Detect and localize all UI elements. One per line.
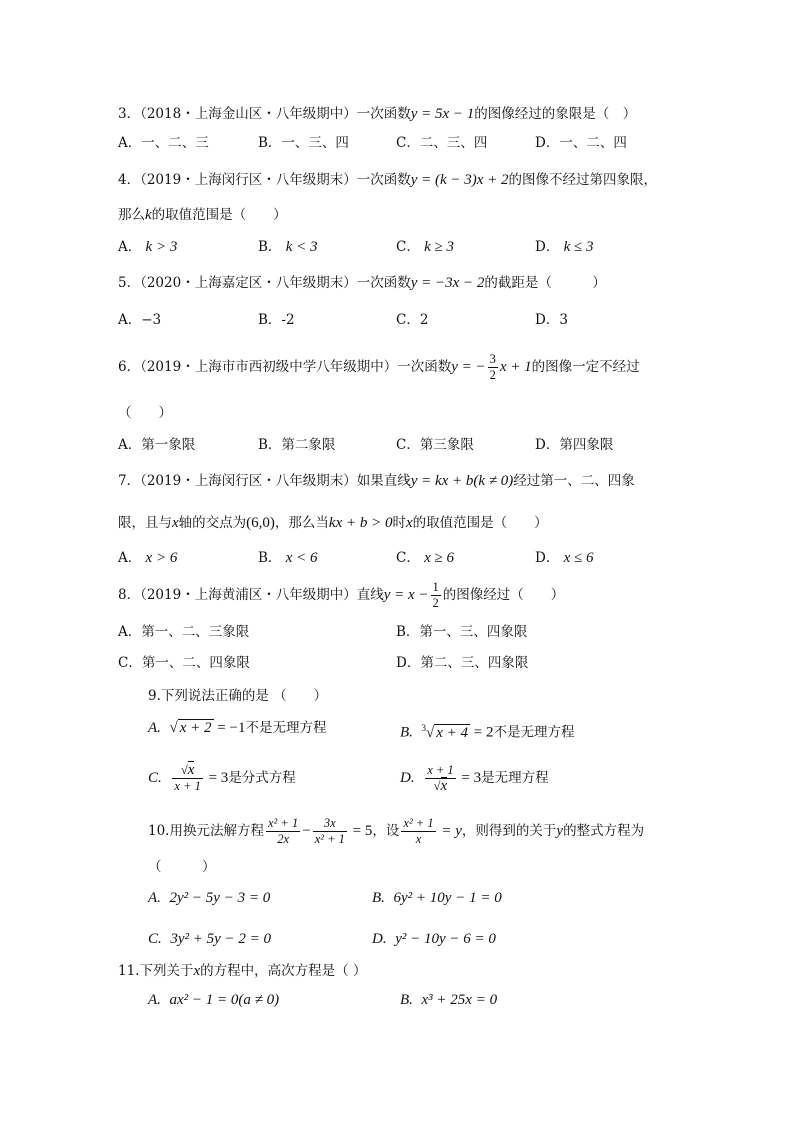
q7-point: (6,0) [246,515,275,531]
q10-f2-den: x² + 1 [314,832,345,846]
q11-opt-a-letter: A. [148,992,161,1008]
q7-var-x2: x [405,515,413,531]
q10-fraction-2 [313,816,347,847]
q3-option-b: B．一、三、四 [258,135,349,151]
q7-opt-a-letter: A． [118,550,142,566]
q7-opt-b-expr: x < 6 [285,550,318,566]
question-6-line2: （ ） [118,405,172,421]
question-8-stem [118,575,564,615]
q4-option-d [535,237,594,257]
q8-option-d: D．第二、三、四象限 [396,655,529,671]
q7-opt-b-letter: B． [258,550,282,566]
q4-text: 4．（2019・上海闵行区・八年级期末）一次函数 [118,172,411,188]
q10-f2-num: 3x [313,816,347,832]
q7-option-a [118,548,177,568]
q10-fraction-1 [266,816,300,847]
q7-text-post: 经过第一、二、四象 [513,473,635,489]
q9-opt-c-letter: C. [148,770,162,786]
q9-b-index: 3 [421,723,427,733]
q3-option-a: A．一、二、三 [118,135,209,151]
q5-option-d: D．3 [535,312,568,328]
q9-d-text: 是无理方程 [481,770,549,786]
q8-option-a: A．第一、二、三象限 [118,624,250,640]
q7-line2-mid3: 时 [392,515,406,531]
q7-line2-mid2: ，那么当 [274,515,329,531]
q3-option-c: C．二、三、四 [396,135,488,151]
q9-b-rest: = 2 [470,724,494,741]
q10-opt-d-letter: D. [372,931,387,947]
question-5-stem [118,273,606,293]
q6-frac-num: 3 [489,352,496,366]
q10-option-b [372,888,502,908]
q9-option-d [400,758,549,798]
q5-option-b: B．-2 [258,312,295,328]
q9-d-rest: = 3 [457,770,482,786]
q10-f3-den: x [415,832,422,846]
q4-text-post: 的图像不经过第四象限， [508,172,658,188]
q9-opt-d-letter: D. [400,770,415,786]
q9-d-num: x + 1 [427,763,454,777]
q11-opt-a-expr: ax² − 1 = 0(a ≠ 0) [169,992,280,1008]
q6-option-d: D．第四象限 [535,437,614,453]
q9-b-radicand: x + 4 [436,724,469,741]
q7-var-x: x [172,515,179,531]
q9-d-den-rad: x [440,778,448,794]
q11-opt-b-expr: x³ + 25x = 0 [421,992,498,1008]
q11-text: 11.下列关于 [118,963,194,979]
q6-fraction [488,352,498,383]
q9-b-sqrt: √ x + 4 [426,724,469,741]
q7-opt-d-letter: D． [535,550,560,566]
q8-text: 8．（2019・上海黄浦区・八年级期中）直线 [118,587,384,603]
q3-option-d: D．一、二、四 [535,135,627,151]
q4-line2-post: 的取值范围是（ ） [151,207,287,223]
q5-expression: y = −3x − 2 [410,275,485,291]
q5-text: 5．（2020・上海嘉定区・八年级期末）一次函数 [118,275,411,291]
q4-expression: y = (k − 3)x + 2 [410,172,509,188]
q7-inequality: kx + b > 0 [328,515,393,531]
q7-opt-c-expr: x ≥ 6 [424,550,455,566]
q11-var-x: x [193,963,201,979]
q10-f1-num: x² + 1 [267,816,299,830]
q10-text: 10.用换元法解方程 [148,823,264,839]
q4-var-k: k [145,207,152,223]
q10-opt-c-letter: C. [148,931,162,947]
question-4-line2 [118,205,287,225]
q8-fraction [431,580,441,611]
q8-frac-den: 2 [432,596,439,610]
q7-option-b [258,548,318,568]
q10-opt-b-expr: 6y² + 10y − 1 = 0 [393,890,502,906]
q10-opt-d-expr: y² − 10y − 6 = 0 [395,931,496,947]
q7-line2-mid: 轴的交点为 [178,515,247,531]
q11-option-a [148,990,279,1010]
q10-post: 的整式方程为 [563,823,645,839]
q4-opt-b-letter: B． [258,239,282,255]
q7-expression: y = kx + b(k ≠ 0) [410,473,514,489]
q5-text-post: 的截距是（ ） [484,275,606,291]
q4-option-b [258,237,318,257]
question-7-line2 [118,513,548,533]
q9-c-fraction [172,763,202,794]
q9-c-rest: = 3 [204,770,229,786]
q9-c-num: √x [172,763,202,779]
q5-option-c: C．2 [396,312,429,328]
q4-opt-c-expr: k ≥ 3 [424,239,455,255]
question-10-stem [148,811,644,851]
q6-text-post: 的图像一定不经过 [531,359,640,375]
q8-text-post: 的图像经过（ ） [442,587,565,603]
q8-option-b: B．第一、三、四象限 [396,624,528,640]
q8-expr-pre: y = x − [383,587,429,603]
q4-opt-a-letter: A． [118,239,142,255]
question-10-line2: （ ） [148,859,216,875]
q9-a-rest: = −1 [213,720,246,736]
q7-option-c [396,548,454,568]
q10-eq: = 5 [348,823,373,839]
q7-opt-a-expr: x > 6 [145,550,178,566]
q8-option-c: C．第一、二、四象限 [118,655,250,671]
q6-text: 6．（2019・上海市市西初级中学八年级期中）一次函数 [118,359,452,375]
q7-option-d [535,548,594,568]
q6-option-a: A．第一象限 [118,437,196,453]
question-7-stem [118,471,635,491]
q9-a-sqrt: √ x + 2 [169,720,212,736]
q9-opt-b-letter: B. [400,724,413,741]
q3-text: 3．（2018・上海金山区・八年级期中）一次函数 [118,106,411,122]
q6-option-b: B．第二象限 [258,437,336,453]
q3-text-post: 的图像经过的象限是（ ） [474,106,637,122]
q6-option-c: C．第三象限 [396,437,474,453]
q11-option-b [400,990,497,1010]
q6-expr-post: x + 1 [499,359,532,375]
q4-line2-pre: 那么 [118,207,145,223]
q10-option-a [148,888,270,908]
question-9-stem: 9.下列说法正确的是 （ ） [148,688,328,704]
q7-text: 7．（2019・上海闵行区・八年级期末）如果直线 [118,473,411,489]
q10-minus: − [302,823,311,839]
q6-expr-pre: y = − [451,359,486,375]
q4-option-c [396,237,454,257]
q10-opt-a-expr: 2y² − 5y − 3 = 0 [169,890,271,906]
q4-opt-b-expr: k < 3 [285,239,318,255]
q10-fraction-3 [401,816,435,847]
q9-c-num-rad: x [187,762,195,778]
q11-text-post: 的方程中，高次方程是（ ） [200,963,367,979]
q10-opt-a-letter: A. [148,890,161,906]
q3-expression: y = 5x − 1 [410,106,475,122]
q8-frac-num: 1 [432,580,439,594]
q9-d-fraction [425,763,455,794]
q4-opt-a-expr: k > 3 [145,239,178,255]
q10-f3-num: x² + 1 [403,816,434,830]
q10-mid: ，设 [372,823,400,839]
q9-a-text: 不是无理方程 [245,720,327,736]
q7-line2-pre: 限，且与 [118,515,172,531]
q10-var-y: y [556,823,564,839]
q4-option-a [118,237,177,257]
q10-opt-b-letter: B. [372,890,385,906]
q9-option-a [148,718,326,738]
q9-option-b [400,718,575,743]
q4-opt-d-expr: k ≤ 3 [563,239,594,255]
q10-eq2: = y [437,823,462,839]
q9-option-c [148,758,296,798]
q6-frac-den: 2 [489,368,496,382]
q7-line2-post: 的取值范围是（ ） [412,515,548,531]
q10-post-pre: ，则得到的关于 [461,823,557,839]
q9-b-text: 不是无理方程 [493,724,575,741]
q5-option-a: A．−3 [118,312,162,328]
q9-c-text: 是分式方程 [228,770,296,786]
q4-opt-d-letter: D． [535,239,560,255]
q9-d-den: √x [433,778,448,794]
question-3-stem [118,104,636,124]
q4-opt-c-letter: C． [396,239,420,255]
q7-opt-d-expr: x ≤ 6 [563,550,594,566]
question-4-stem [118,170,657,190]
q9-opt-a-letter: A. [148,720,161,736]
q10-option-c [148,929,271,949]
q10-f1-den: 2x [277,832,289,846]
q11-opt-b-letter: B. [400,992,413,1008]
question-11-stem [118,961,366,981]
question-6-stem [118,347,640,387]
q9-a-radicand: x + 2 [179,720,212,736]
q10-opt-c-expr: 3y² + 5y − 2 = 0 [170,931,272,947]
q10-option-d [372,929,496,949]
q9-c-den: x + 1 [174,779,201,793]
q7-opt-c-letter: C． [396,550,420,566]
